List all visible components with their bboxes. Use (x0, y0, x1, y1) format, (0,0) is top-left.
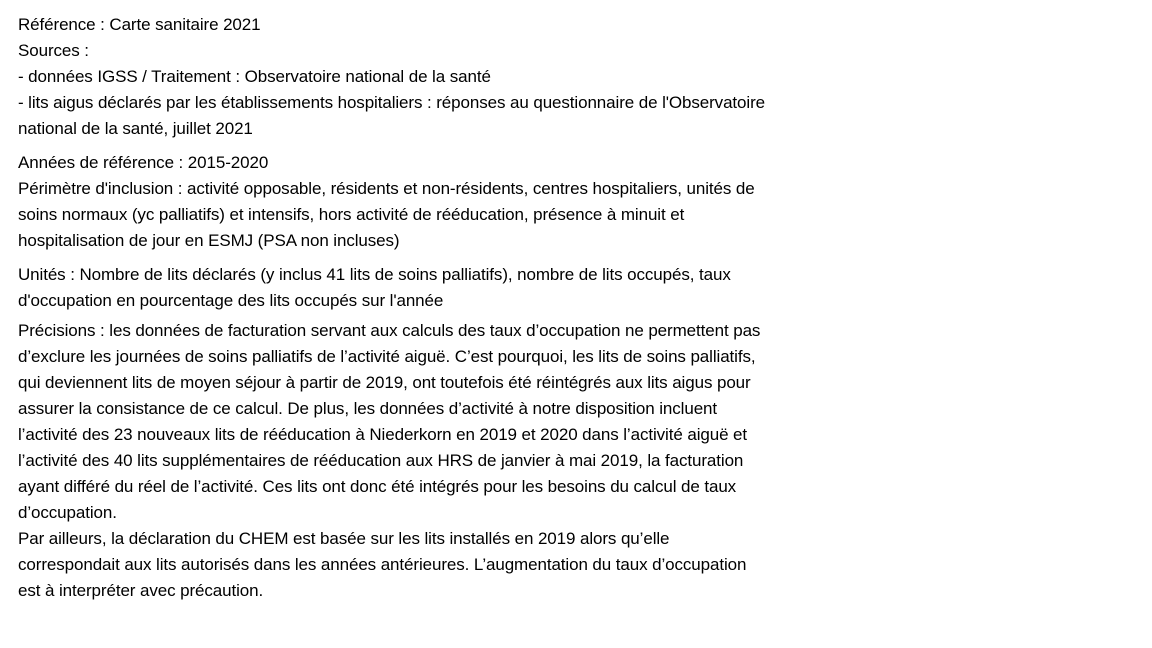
units-line-1: Unités : Nombre de lits déclarés (y inclus 41 lits de soins palliatifs), nombre de lits occupés, taux (18, 265, 731, 284)
precisions-block (18, 318, 868, 604)
perimeter-block (18, 150, 868, 254)
inclusion-scope-line-1: Périmètre d'inclusion : activité opposable, résidents et non-résidents, centres hospitaliers, unités de (18, 179, 755, 198)
reference-years-line: Années de référence : 2015-2020 (18, 153, 269, 172)
inclusion-scope-line-3: hospitalisation de jour en ESMJ (PSA non incluses) (18, 231, 400, 250)
chem-note-line-3: est à interpréter avec précaution. (18, 581, 264, 600)
precisions-line-4: assurer la consistance de ce calcul. De plus, les données d’activité à notre disposition incluent (18, 399, 718, 418)
precisions-line-2: d’exclure les journées de soins palliatifs de l’activité aiguë. C’est pourquoi, les lits de soins palliatifs, (18, 347, 756, 366)
precisions-line-5: l’activité des 23 nouveaux lits de rééducation à Niederkorn en 2019 et 2020 dans l’activité aiguë et (18, 425, 748, 444)
precisions-line-8: d’occupation. (18, 503, 117, 522)
sources-item-lits-aigus-cont: national de la santé, juillet 2021 (18, 119, 253, 138)
precisions-line-1: Précisions : les données de facturation servant aux calculs des taux d’occupation ne permettent pas (18, 321, 761, 340)
precisions-line-6: l’activité des 40 lits supplémentaires de rééducation aux HRS de janvier à mai 2019, la facturation (18, 451, 744, 470)
sources-item-igss: - données IGSS / Traitement : Observatoire national de la santé (18, 67, 491, 86)
reference-block (18, 12, 868, 142)
precisions-line-7: ayant différé du réel de l’activité. Ces lits ont donc été intégrés pour les besoins du calcul de taux (18, 477, 737, 496)
precisions-line-3: qui deviennent lits de moyen séjour à partir de 2019, ont toutefois été réintégrés aux lits aigus pour (18, 373, 751, 392)
units-line-2: d'occupation en pourcentage des lits occupés sur l'année (18, 291, 444, 310)
chem-note-line-1: Par ailleurs, la déclaration du CHEM est basée sur les lits installés en 2019 alors qu’elle (18, 529, 670, 548)
document-body (18, 12, 868, 604)
sources-item-lits-aigus: - lits aigus déclarés par les établissements hospitaliers : réponses au questionnaire de l'Observatoire (18, 93, 766, 112)
units-block (18, 262, 868, 314)
inclusion-scope-line-2: soins normaux (yc palliatifs) et intensifs, hors activité de rééducation, présence à minuit et (18, 205, 685, 224)
reference-line: Référence : Carte sanitaire 2021 (18, 15, 261, 34)
sources-heading: Sources : (18, 41, 89, 60)
chem-note-line-2: correspondait aux lits autorisés dans les années antérieures. L’augmentation du taux d’occupation (18, 555, 747, 574)
